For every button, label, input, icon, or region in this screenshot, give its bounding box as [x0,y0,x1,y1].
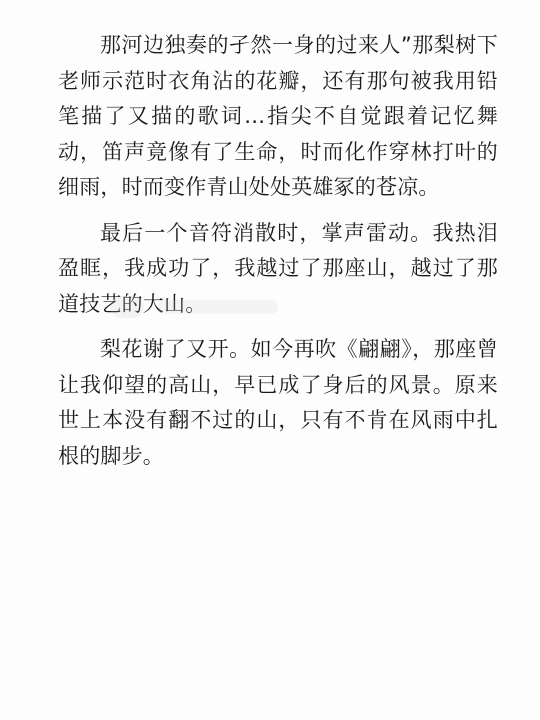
paragraph-2: 最后一个音符消散时，掌声雷动。我热泪盈眶，我成功了，我越过了那座山，越过了那道技艺的大山。 [58,220,498,316]
essay-body [58,28,498,484]
paragraph-3: 梨花谢了又开。如今再吹《翩翩》，那座曾让我仰望的高山，早已成了身后的风景。原来世上本没有翻不过的山，只有不肯在风雨中扎根的脚步。 [58,337,498,468]
paragraph-1: 那河边独奏的孑然一身的过来人”那梨树下老师示范时衣角沾的花瓣，还有那句被我用铅笔描了又描的歌词…指尖不自觉跟着记忆舞动，笛声竟像有了生命，时而化作穿林打叶的细雨，时而变作青山处处英雄冢的苍凉。 [58,33,498,199]
